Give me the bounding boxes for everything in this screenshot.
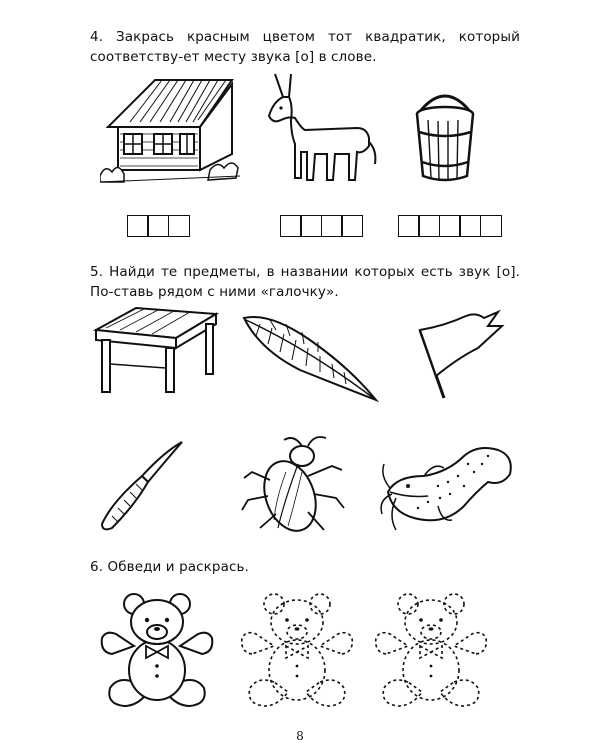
task-text: Найди те предметы, в названии которых есть звук [о]. По-ставь рядом с ними «галочку».	[90, 264, 520, 300]
sound-box[interactable]	[127, 215, 149, 237]
sound-boxes-donkey	[280, 215, 362, 237]
task-6-instruction	[90, 557, 520, 577]
task-4-instruction	[90, 27, 520, 67]
house-icon	[100, 72, 240, 187]
task-number: 5.	[90, 264, 104, 280]
task-5-instruction	[90, 262, 520, 302]
sound-boxes-bucket	[398, 215, 500, 237]
sound-box[interactable]	[147, 215, 169, 237]
sound-box[interactable]	[480, 215, 502, 237]
page-number: 8	[296, 729, 304, 743]
task-number: 6.	[90, 559, 104, 575]
beetle-icon[interactable]	[238, 432, 348, 542]
catfish-icon[interactable]	[378, 436, 518, 536]
task-text: Закрась красным цветом тот квадратик, который соответству-ет месту звука [о] в слове.	[90, 29, 520, 65]
sound-box[interactable]	[341, 215, 363, 237]
sound-box[interactable]	[418, 215, 440, 237]
table-icon[interactable]	[92, 304, 220, 396]
knife-icon[interactable]	[98, 438, 186, 534]
sound-box[interactable]	[321, 215, 343, 237]
sound-box[interactable]	[280, 215, 302, 237]
sound-box[interactable]	[168, 215, 190, 237]
teddy-bear-dashed-icon[interactable]	[372, 592, 490, 710]
task-text: Обведи и раскрась.	[107, 559, 249, 575]
flag-icon[interactable]	[414, 308, 506, 400]
donkey-icon	[265, 72, 380, 187]
feather-icon[interactable]	[240, 310, 380, 405]
sound-boxes-house	[127, 215, 188, 237]
task-number: 4.	[90, 29, 104, 45]
sound-box[interactable]	[439, 215, 461, 237]
teddy-bear-dashed-icon[interactable]	[238, 592, 356, 710]
sound-box[interactable]	[459, 215, 481, 237]
bucket-icon	[410, 92, 480, 184]
sound-box[interactable]	[300, 215, 322, 237]
sound-box[interactable]	[398, 215, 420, 237]
teddy-bear-icon[interactable]	[98, 592, 216, 710]
